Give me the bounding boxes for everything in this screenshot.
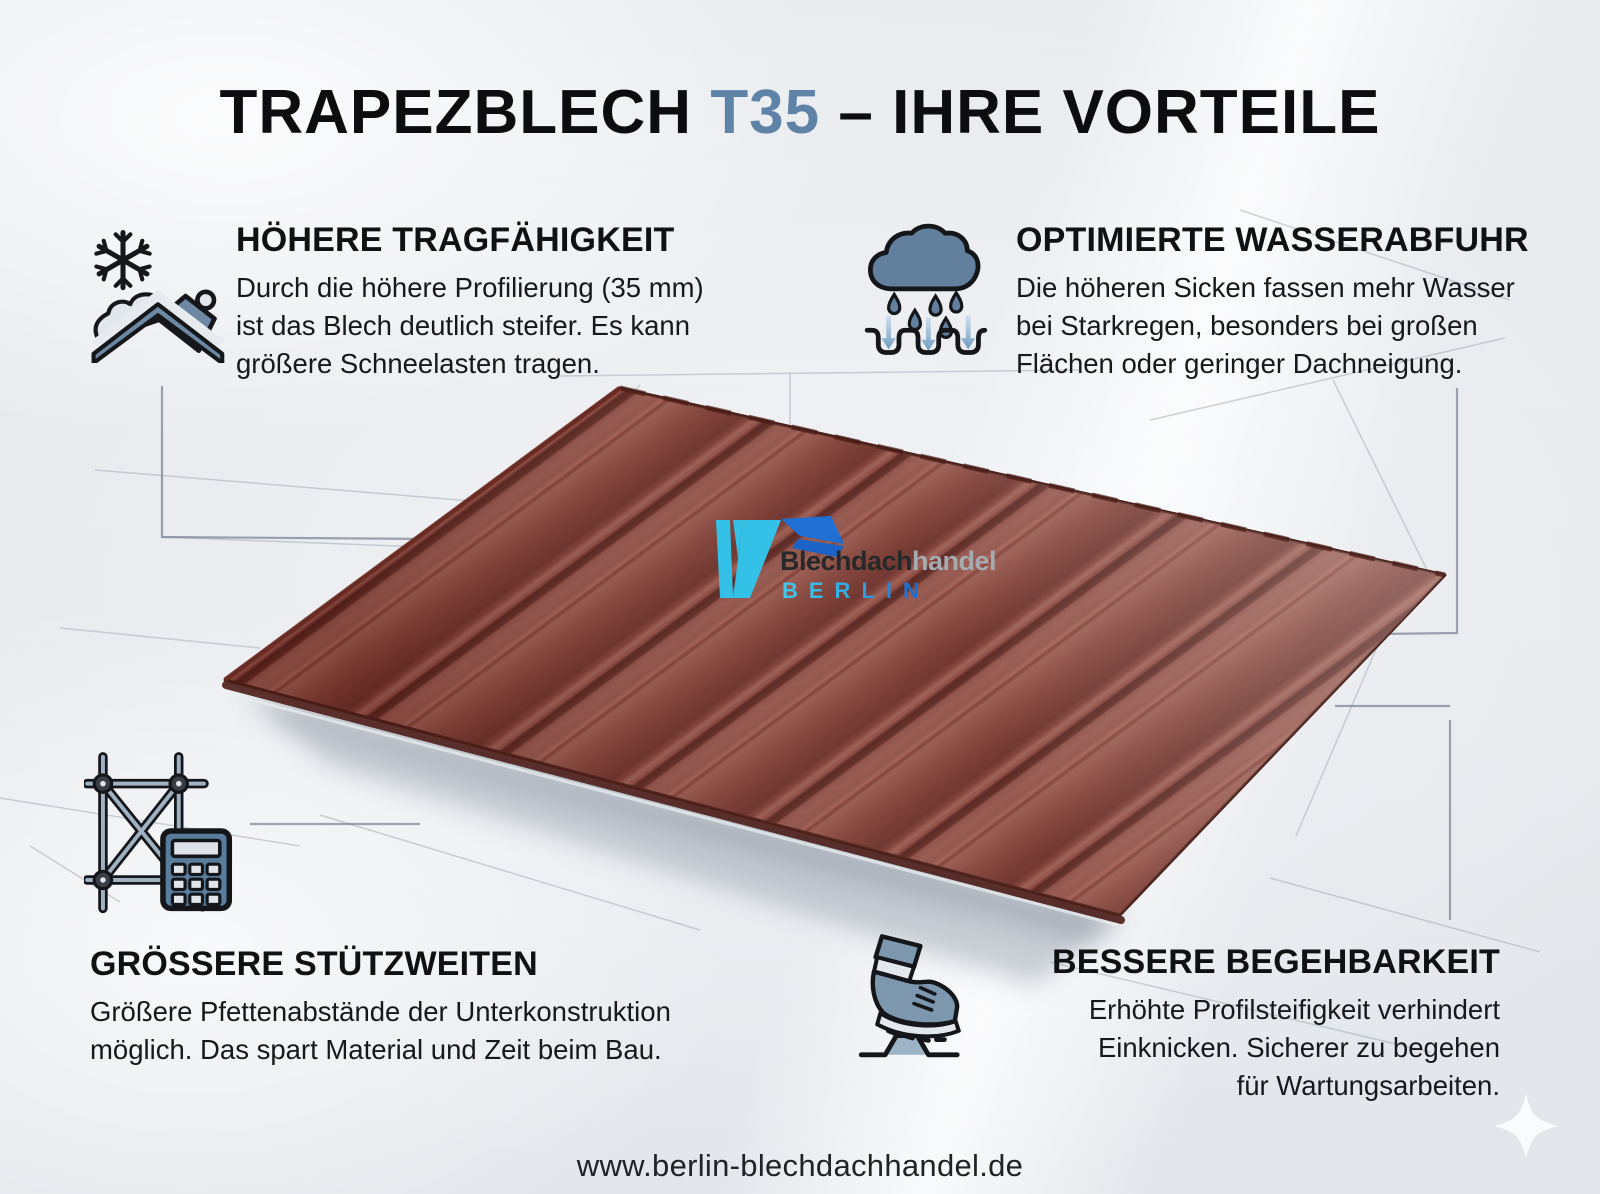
feature-bottom-right <box>880 944 1500 1105</box>
feature-body: Die höheren Sicken fassen mehr Wasser bei Starkregen, besonders bei großen Flächen oder geringer Dachneigung. <box>1016 272 1515 380</box>
feature-body: Erhöhte Profilsteifigkeit verhindert Einknicken. Sicherer zu begehen für Wartungsarbeiten. <box>1088 994 1500 1102</box>
feature-heading: BESSERE BEGEHBARKEIT <box>1052 943 1500 981</box>
feature-heading: HÖHERE TRAGFÄHIGKEIT <box>236 221 675 259</box>
title-rest: – IHRE VORTEILE <box>838 78 1381 147</box>
feature-body: Größere Pfettenabstände der Unterkonstruktion möglich. Das spart Material und Zeit beim Bau. <box>90 996 671 1066</box>
feature-top-right <box>1016 222 1536 383</box>
feature-top-left <box>236 222 756 383</box>
logo-wordmark <box>780 546 996 577</box>
feature-body: Durch die höhere Profilierung (35 mm) ist das Blech deutlich steifer. Es kann größere Schneelasten tragen. <box>236 272 704 380</box>
page-title <box>0 80 1600 145</box>
logo-wordmark-light: handel <box>912 546 997 576</box>
website-url: www.berlin-blechdachhandel.de <box>576 1148 1024 1183</box>
feature-heading: OPTIMIERTE WASSERABFUHR <box>1016 221 1529 259</box>
snowflake-roof-load-icon <box>88 216 226 363</box>
title-highlight-t35: T35 <box>710 78 821 147</box>
brand-logo <box>688 498 997 613</box>
logo-city: BERLIN <box>782 578 930 603</box>
title-word: TRAPEZBLECH <box>219 78 693 147</box>
logo-wordmark-dark: Blechdach <box>780 546 913 576</box>
rain-cloud-drainage-icon <box>864 222 988 359</box>
feature-heading: GRÖSSERE STÜTZWEITEN <box>90 945 538 983</box>
feature-bottom-left <box>90 946 770 1069</box>
scaffold-calculator-icon <box>84 752 234 914</box>
